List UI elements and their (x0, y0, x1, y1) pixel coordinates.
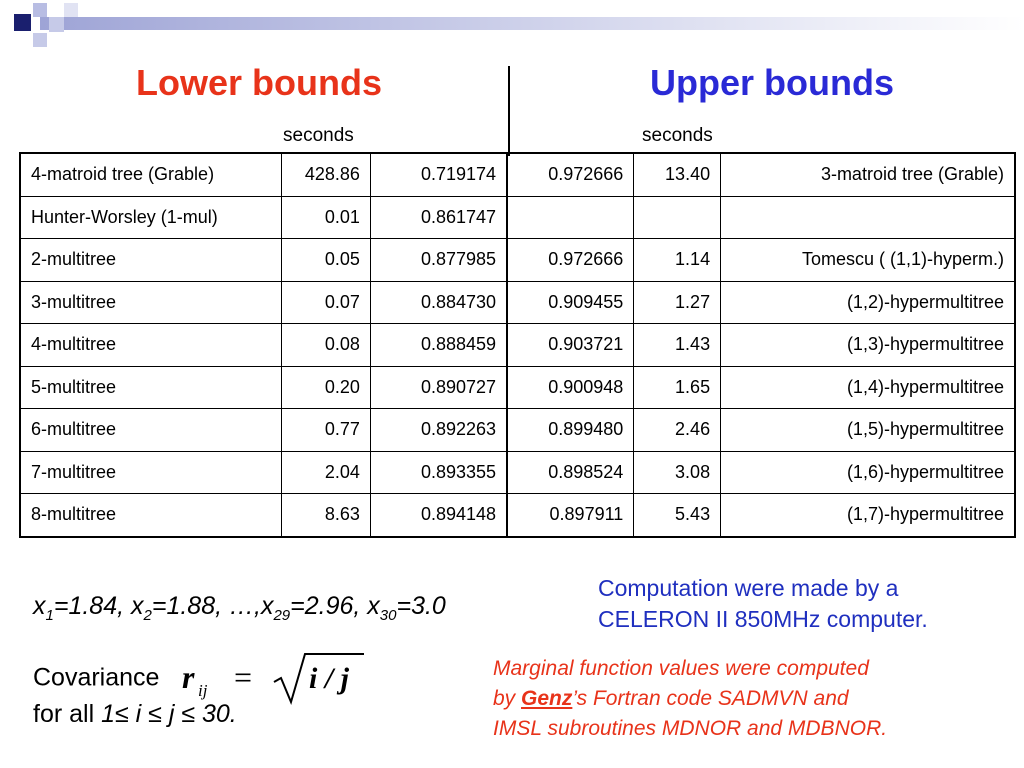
x2-symbol: x (131, 592, 144, 620)
lower-value-cell: 0.888459 (370, 324, 507, 367)
lower-method-cell: 8-multitree (20, 494, 282, 537)
x2-value: =1.88, …, (151, 592, 261, 620)
upper-seconds-cell: 1.14 (634, 239, 721, 282)
covariance-line (33, 650, 368, 706)
lower-method-cell: 5-multitree (20, 366, 282, 409)
lower-value-cell: 0.893355 (370, 451, 507, 494)
upper-method-cell: (1,5)-hypermultitree (721, 409, 1015, 452)
upper-value-cell: 0.898524 (507, 451, 634, 494)
table-row (20, 494, 1015, 537)
lower-method-cell: 6-multitree (20, 409, 282, 452)
genz-link[interactable]: Genz (521, 687, 573, 710)
lower-value-cell: 0.861747 (370, 196, 507, 239)
x1-value: =1.84, (53, 592, 131, 620)
marginal-note-by: by (493, 687, 522, 710)
lower-method-cell: 2-multitree (20, 239, 282, 282)
computation-note (598, 573, 928, 635)
upper-value-cell: 0.897911 (507, 494, 634, 537)
computation-note-line1: Computation were made by a (598, 575, 899, 601)
forall-prefix: for all (33, 700, 102, 728)
covariance-label: Covariance (33, 663, 160, 692)
formula-equals: = (234, 659, 253, 695)
lower-seconds-cell: 0.07 (282, 281, 371, 324)
table-row (20, 196, 1015, 239)
formula-r: r (182, 659, 195, 695)
lower-value-cell: 0.719174 (370, 153, 507, 196)
upper-method-cell: (1,4)-hypermultitree (721, 366, 1015, 409)
lower-method-cell: 3-multitree (20, 281, 282, 324)
upper-method-cell: Tomescu ( (1,1)-hyperm.) (721, 239, 1015, 282)
upper-method-cell: (1,2)-hypermultitree (721, 281, 1015, 324)
lower-method-cell: 4-matroid tree (Grable) (20, 153, 282, 196)
lower-value-cell: 0.884730 (370, 281, 507, 324)
upper-method-cell: (1,7)-hypermultitree (721, 494, 1015, 537)
lower-value-cell: 0.877985 (370, 239, 507, 282)
upper-value-cell (507, 196, 634, 239)
upper-seconds-cell: 2.46 (634, 409, 721, 452)
formula-radicand: i / j (309, 662, 350, 695)
upper-method-cell: (1,3)-hypermultitree (721, 324, 1015, 367)
forall-line (33, 700, 237, 729)
lower-seconds-cell: 0.20 (282, 366, 371, 409)
lower-value-cell: 0.890727 (370, 366, 507, 409)
lower-seconds-cell: 428.86 (282, 153, 371, 196)
upper-seconds-cell: 1.27 (634, 281, 721, 324)
upper-seconds-cell: 1.65 (634, 366, 721, 409)
upper-value-cell: 0.899480 (507, 409, 634, 452)
upper-seconds-cell: 3.08 (634, 451, 721, 494)
section-divider (508, 66, 510, 156)
marginal-note-line2 (493, 684, 887, 714)
bounds-table (19, 152, 1016, 538)
x1-subscript: 1 (45, 607, 54, 624)
table-row (20, 239, 1015, 282)
upper-value-cell: 0.900948 (507, 366, 634, 409)
x29-subscript: 29 (273, 607, 291, 624)
marginal-note-line2-rest: ’s Fortran code SADMVN and (572, 687, 849, 710)
table-row (20, 324, 1015, 367)
lower-method-cell: 7-multitree (20, 451, 282, 494)
x30-subscript: 30 (379, 607, 397, 624)
marginal-note (493, 654, 887, 744)
upper-method-cell: (1,6)-hypermultitree (721, 451, 1015, 494)
lower-seconds-cell: 0.05 (282, 239, 371, 282)
lower-seconds-label: seconds (283, 125, 354, 146)
table-row (20, 153, 1015, 196)
x29-symbol: x (260, 592, 274, 620)
upper-method-cell (721, 196, 1015, 239)
upper-value-cell: 0.909455 (507, 281, 634, 324)
upper-seconds-cell (634, 196, 721, 239)
lower-seconds-cell: 0.77 (282, 409, 371, 452)
lower-method-cell: Hunter-Worsley (1-mul) (20, 196, 282, 239)
lower-seconds-cell: 2.04 (282, 451, 371, 494)
table-row (20, 451, 1015, 494)
x29-value: =2.96, (290, 592, 368, 620)
upper-seconds-label: seconds (642, 125, 713, 146)
covariance-formula (178, 650, 368, 706)
upper-seconds-cell: 13.40 (634, 153, 721, 196)
x1-symbol: x (33, 592, 46, 620)
upper-seconds-cell: 5.43 (634, 494, 721, 537)
upper-bounds-title: Upper bounds (650, 62, 894, 103)
lower-bounds-title: Lower bounds (136, 62, 382, 103)
x-values-line (33, 592, 446, 624)
upper-value-cell: 0.903721 (507, 324, 634, 367)
computation-note-line2: CELERON II 850MHz computer. (598, 606, 928, 632)
slide-header-decoration (0, 0, 1024, 48)
marginal-note-line1: Marginal function values were computed (493, 657, 869, 680)
x2-subscript: 2 (143, 607, 152, 624)
table-row (20, 409, 1015, 452)
lower-method-cell: 4-multitree (20, 324, 282, 367)
upper-method-cell: 3-matroid tree (Grable) (721, 153, 1015, 196)
upper-value-cell: 0.972666 (507, 239, 634, 282)
table-row (20, 366, 1015, 409)
upper-value-cell: 0.972666 (507, 153, 634, 196)
table-row (20, 281, 1015, 324)
lower-value-cell: 0.894148 (370, 494, 507, 537)
x30-symbol: x (367, 592, 380, 620)
marginal-note-line3: IMSL subroutines MDNOR and MDBNOR. (493, 717, 888, 740)
formula-subscript: ij (198, 681, 208, 700)
lower-seconds-cell: 0.08 (282, 324, 371, 367)
bounds-table-body (20, 153, 1015, 537)
forall-condition: 1≤ i ≤ j ≤ 30. (101, 700, 237, 728)
lower-seconds-cell: 0.01 (282, 196, 371, 239)
upper-seconds-cell: 1.43 (634, 324, 721, 367)
x30-value: =3.0 (396, 592, 446, 620)
lower-seconds-cell: 8.63 (282, 494, 371, 537)
lower-value-cell: 0.892263 (370, 409, 507, 452)
